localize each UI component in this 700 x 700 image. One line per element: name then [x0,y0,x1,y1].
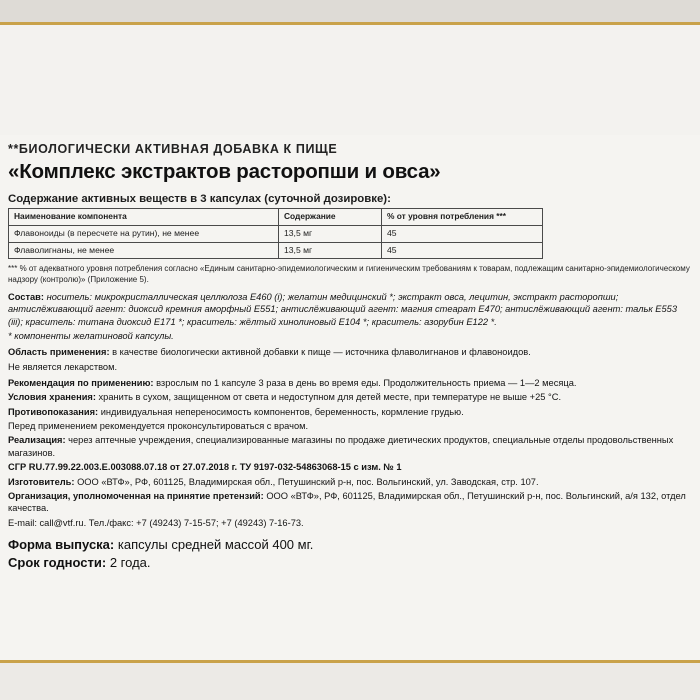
table-row [9,242,543,259]
shelf-life-label: Срок годности: [8,554,107,570]
usage-paragraph [8,346,692,358]
package-bottom-blank-area [0,663,700,700]
storage-label: Условия хранения: [8,392,96,403]
composition-paragraph [8,291,692,328]
sgr-text: RU.77.99.22.003.Е.003088.07.18 от 27.07.2018 г. ТУ 9197-032-54863068-15 с изм. № 1 [28,462,402,473]
contraindications-label: Противопоказания: [8,406,99,417]
recommendation-paragraph [8,377,692,389]
email-text: call@vtf.ru. Тел./факс: +7 (49243) 7-15-57; +7 (49243) 7-16-73. [39,517,304,528]
product-title: «Комплекс экстрактов расторопши и овса» [8,160,441,183]
shelf-life-line [8,555,692,570]
table-cell-percent: 45 [382,225,543,242]
manufacturer-label: Изготовитель: [8,476,75,487]
table-footnote: *** % от адекватного уровня потребления согласно «Единым санитарно-эпидемиологическим и гигиеническим требованиям к товарам, подлежащим санитарно-эпидемиологическому надзору (контролю)» (Приложение 5). [8,264,690,284]
contraindications-paragraph [8,406,692,418]
table-cell-percent: 45 [382,242,543,259]
table-row [9,225,543,242]
sgr-label: СГР [8,462,27,473]
contraindications-text: индивидуальная непереносимость компонентов, беременность, кормление грудью. [100,406,464,417]
usage-block [8,346,692,373]
storage-text: хранить в сухом, защищенном от света и недоступном для детей месте, при температуре не выше +25 °С. [98,392,562,403]
release-form-label: Форма выпуска: [8,536,115,552]
capsule-note: * компоненты желатиновой капсулы. [8,330,174,341]
table-header-percent: % от уровня потребления *** [382,209,543,226]
table-header-row [9,209,543,226]
recommendation-text: взрослым по 1 капсуле 3 раза в день во время еды. Продолжительность приема — 1—2 месяца. [156,378,577,389]
nutrition-table-caption: Содержание активных веществ в 3 капсулах (суточной дозировке): [8,193,391,205]
sale-label: Реализация: [8,435,66,446]
email-label: E-mail: [8,517,37,528]
sale-paragraph [8,434,692,459]
not-medicine-note: Не является лекарством. [8,361,118,372]
table-cell-component: Флавоноиды (в пересчете на рутин), не менее [9,225,279,242]
email-paragraph [8,517,692,529]
composition-text: носитель: микрокристаллическая целлюлоза Е460 (i); желатин медицинский *; экстракт овса, лецитин, экстракт расторопши; антислёживающий агент: диоксид кремния аморфный Е551; антислёживающий агент: магния стеарат Е470; антислёживающий агент: тальк Е553 (iii); краситель: титана диоксид Е171 *; краситель: жёлтый хинолиновый Е104 *; краситель: азорубин Е122 *. [8,291,678,327]
package-top-band [0,0,700,22]
storage-paragraph [8,391,692,403]
claims-org-label: Организация, уполномоченная на принятие претензий: [8,490,264,501]
supplement-statement: **БИОЛОГИЧЕСКИ АКТИВНАЯ ДОБАВКА К ПИЩЕ [8,142,338,156]
table-header-component: Наименование компонента [9,209,279,226]
package-upper-blank-area [0,25,700,135]
release-form-value: капсулы средней массой 400 мг. [117,536,314,552]
table-cell-content: 13,5 мг [279,242,382,259]
recommendation-label: Рекомендация по применению: [8,378,154,389]
nutrition-table [8,208,543,259]
usage-text: в качестве биологически активной добавки к пище — источника флаволигнанов и флавоноидов. [112,347,531,358]
table-header-content: Содержание [279,209,382,226]
sale-text: через аптечные учреждения, специализированные магазины по продаже диетических продуктов, специальные отделы продовольственных магазинов. [8,435,674,458]
shelf-life-value: 2 года. [109,554,151,570]
claims-org-text: ООО «ВТФ», РФ, 601125, Владимирская обл., Петушинский р-н, пос. Вольгинский, а/я 132, отдел качества. [8,490,686,514]
table-cell-component: Флаволигнаны, не менее [9,242,279,259]
consult-doctor-note: Перед применением рекомендуется проконсультироваться с врачом. [8,421,309,432]
usage-label: Область применения: [8,347,110,358]
manufacturer-paragraph [8,476,692,488]
release-form-line [8,537,692,552]
composition-label: Состав: [8,291,44,302]
composition-block [8,291,692,342]
label-content [8,142,692,570]
manufacturer-text: ООО «ВТФ», РФ, 601125, Владимирская обл., Петушинский р-н, пос. Вольгинский, ул. Заводская, стр. 107. [77,476,539,487]
claims-org-paragraph [8,490,692,515]
table-cell-content: 13,5 мг [279,225,382,242]
sgr-paragraph [8,461,692,473]
